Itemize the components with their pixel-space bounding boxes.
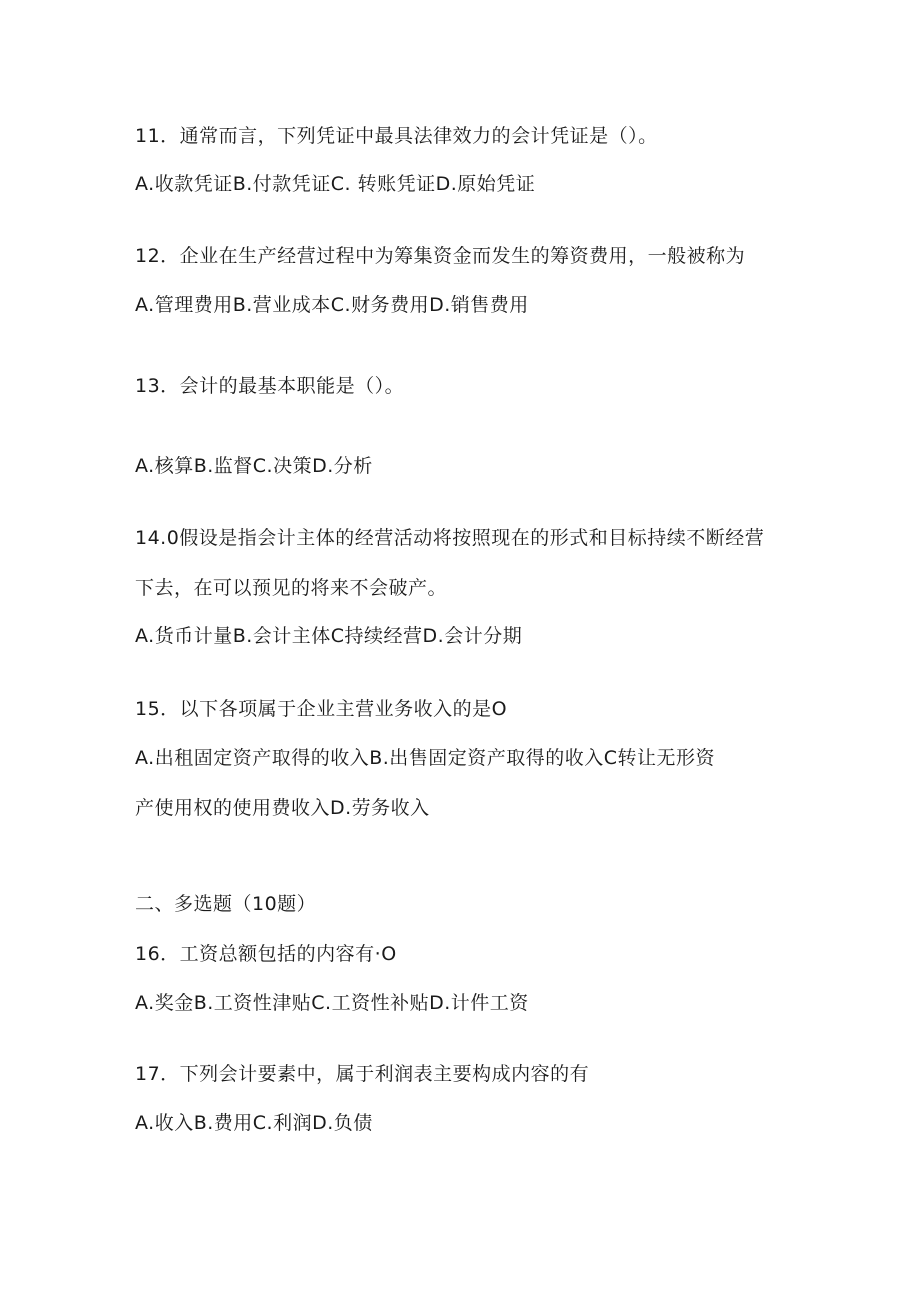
question-17-options: A.收入B.费用C.利润D.负债 bbox=[135, 1112, 373, 1134]
question-14-line-1: 14.0假设是指会计主体的经营活动将按照现在的形式和目标持续不断经营 bbox=[135, 527, 765, 549]
question-15-options-line-2: 产使用权的使用费收入D.劳务收入 bbox=[135, 797, 430, 819]
question-12: 12．企业在生产经营过程中为筹集资金而发生的筹资费用，一般被称为 bbox=[135, 245, 746, 267]
question-15: 15．以下各项属于企业主营业务收入的是O bbox=[135, 698, 508, 720]
question-12-options: A.管理费用B.营业成本C.财务费用D.销售费用 bbox=[135, 294, 529, 316]
question-13: 13．会计的最基本职能是（）。 bbox=[135, 375, 405, 397]
question-15-options-line-1: A.出租固定资产取得的收入B.出售固定资产取得的收入C转让无形资 bbox=[135, 747, 716, 769]
section-heading-multiple-choice: 二、多选题（10题） bbox=[135, 893, 317, 915]
question-13-options: A.核算B.监督C.决策D.分析 bbox=[135, 455, 373, 477]
question-11-options: A.收款凭证B.付款凭证C. 转账凭证D.原始凭证 bbox=[135, 173, 536, 195]
question-16: 16．工资总额包括的内容有·O bbox=[135, 943, 397, 965]
question-14-line-2: 下去，在可以预见的将来不会破产。 bbox=[135, 577, 448, 599]
question-17: 17．下列会计要素中，属于利润表主要构成内容的有 bbox=[135, 1063, 590, 1085]
question-16-options: A.奖金B.工资性津贴C.工资性补贴D.计件工资 bbox=[135, 992, 529, 1014]
question-11: 11．通常而言，下列凭证中最具法律效力的会计凭证是（）。 bbox=[135, 125, 658, 147]
question-14-options: A.货币计量B.会计主体C持续经营D.会计分期 bbox=[135, 625, 523, 647]
